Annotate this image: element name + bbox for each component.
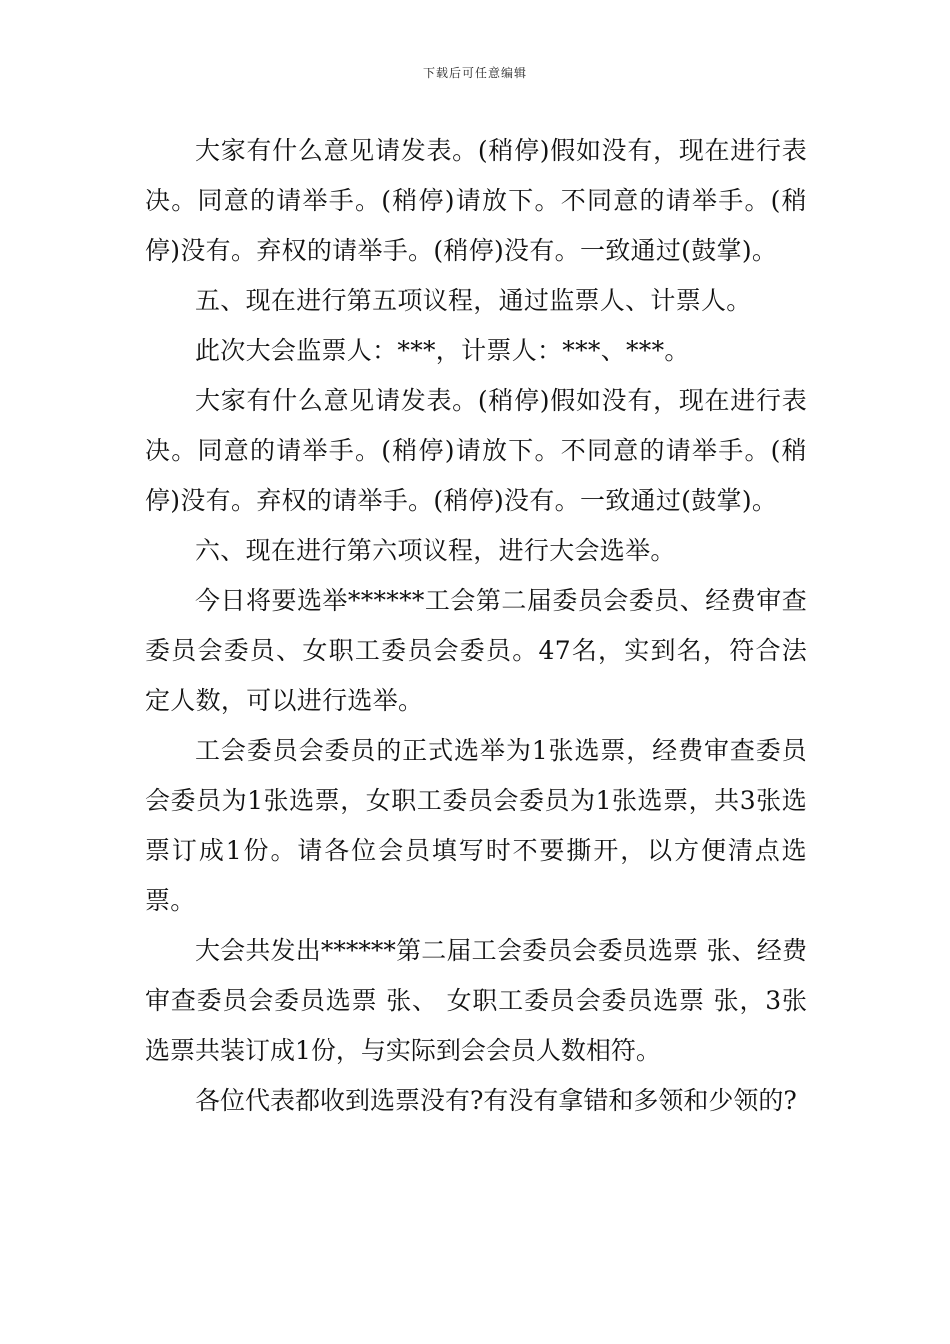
paragraph-ballot-description: 工会委员会委员的正式选举为1张选票，经费审查委员会委员为1张选票，女职工委员会委员为1张选票，共3张选票订成1份。请各位会员填写时不要撕开，以方便清点选票。: [145, 736, 807, 915]
paragraph-agenda-item-5: 五、现在进行第五项议程，通过监票人、计票人。: [195, 286, 752, 315]
paragraph-election-intro: 今日将要选举******工会第二届委员会委员、经费审查委员会委员、女职工委员会委员。47名，实到名，符合法定人数，可以进行选举。: [145, 586, 807, 715]
paragraph-ballots-issued: 大会共发出******第二届工会委员会委员选票 张、经费审查委员会委员选票 张、 女职工委员会委员选票 张，3张选票共装订成1份，与实际到会会员人数相符。: [145, 936, 807, 1065]
paragraph-ballot-check-question: 各位代表都收到选票没有?有没有拿错和多领和少领的?: [195, 1086, 797, 1115]
document-body: [145, 126, 807, 1126]
paragraph-scrutineers: 此次大会监票人：***，计票人：***、***。: [195, 336, 690, 365]
paragraph-vote-procedure-2: 大家有什么意见请发表。(稍停)假如没有，现在进行表决。同意的请举手。(稍停)请放下。不同意的请举手。(稍停)没有。弃权的请举手。(稍停)没有。一致通过(鼓掌)。: [145, 386, 807, 515]
paragraph-agenda-item-6: 六、现在进行第六项议程，进行大会选举。: [195, 536, 676, 565]
page-header: 下载后可任意编辑: [422, 66, 527, 80]
paragraph-vote-procedure-1: 大家有什么意见请发表。(稍停)假如没有，现在进行表决。同意的请举手。(稍停)请放下。不同意的请举手。(稍停)没有。弃权的请举手。(稍停)没有。一致通过(鼓掌)。: [145, 136, 807, 265]
